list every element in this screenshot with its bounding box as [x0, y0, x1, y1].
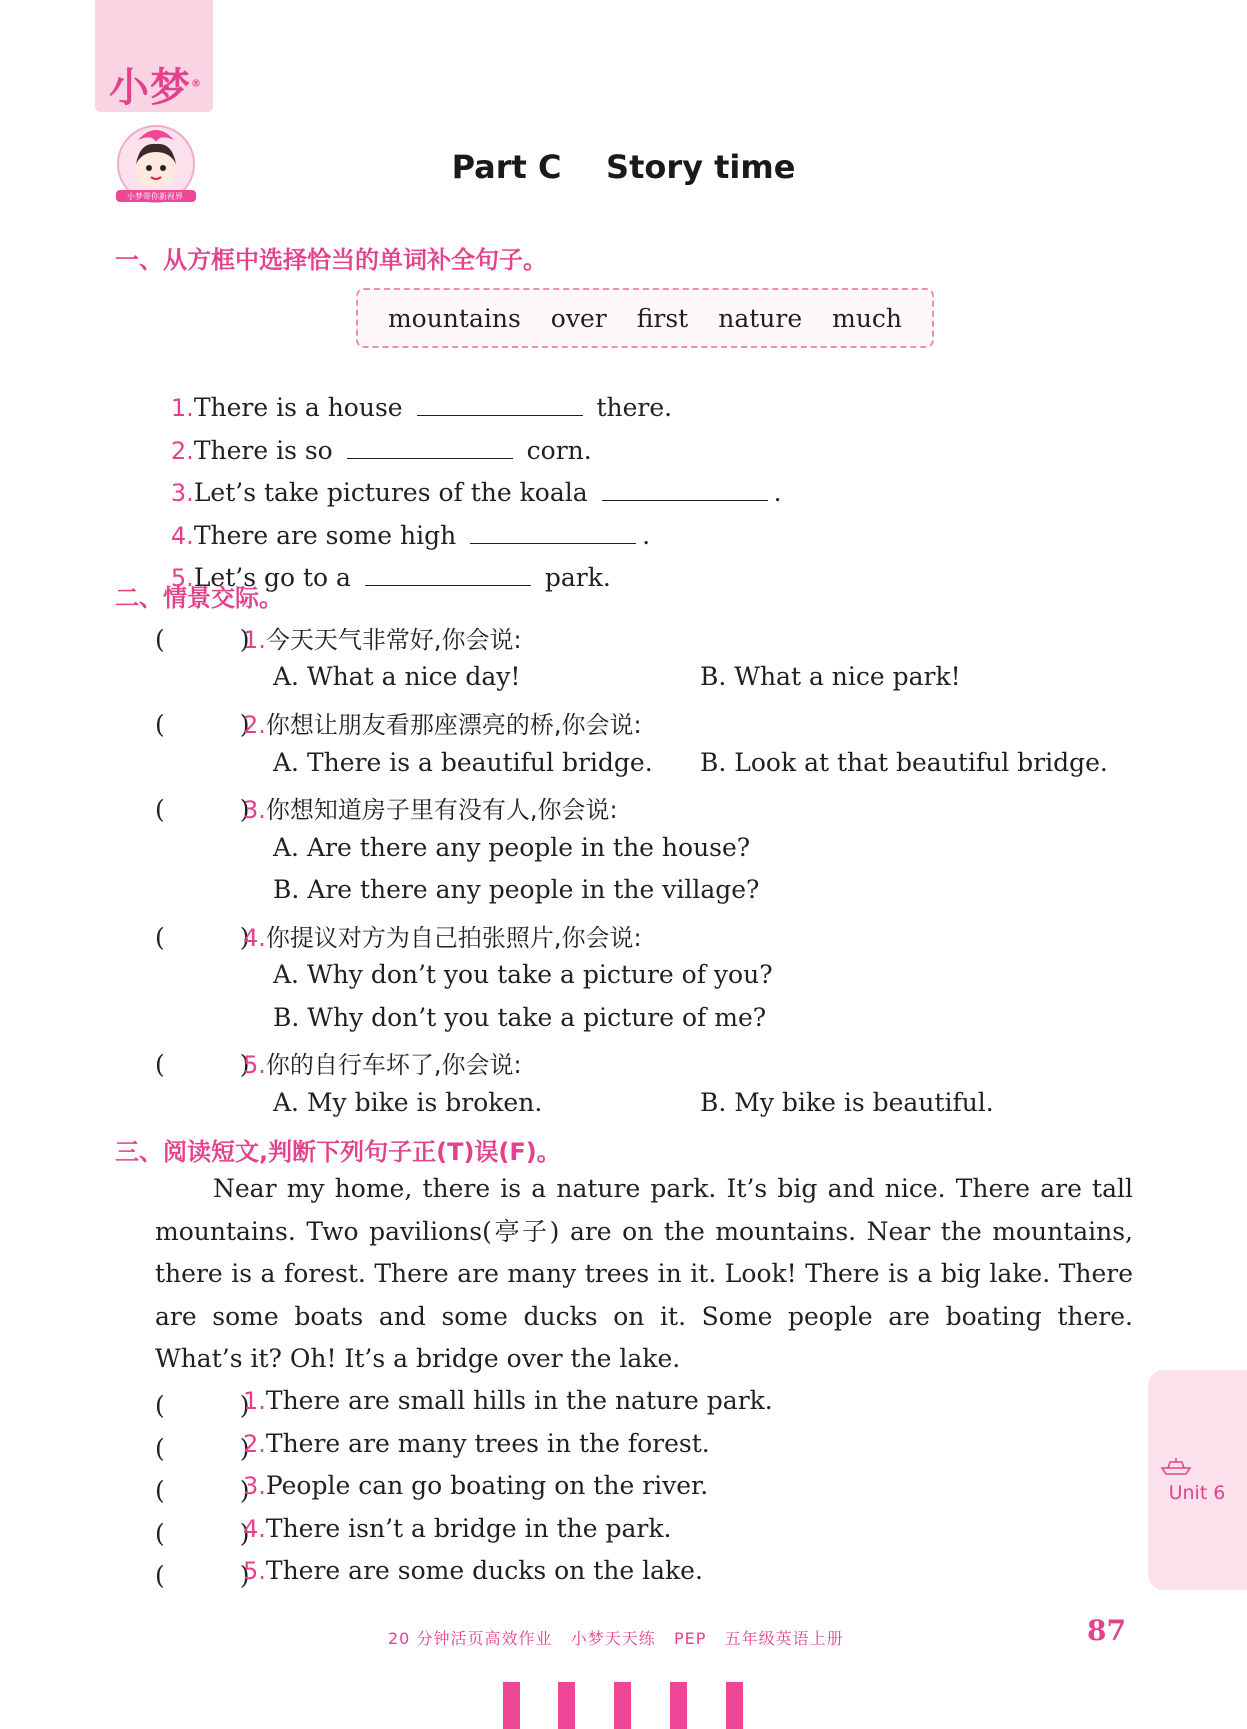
- tf-item: 2.There are many trees in the forest.: [243, 1429, 710, 1458]
- footer-bar: [503, 1682, 520, 1729]
- option-a: A. What a nice day!: [273, 662, 521, 691]
- unit-label: Unit 6: [1168, 1482, 1226, 1504]
- footer-text: 20 分钟活页高效作业 小梦天天练 PEP 五年级英语上册: [388, 1629, 844, 1648]
- boat-icon: [1160, 1456, 1192, 1476]
- answer-paren[interactable]: ( ): [155, 1050, 250, 1079]
- option-a: A. There is a beautiful bridge.: [273, 748, 653, 777]
- logo-tab: [95, 0, 213, 112]
- word-box: [356, 288, 934, 348]
- answer-paren[interactable]: ( ): [155, 710, 250, 739]
- word-item: mountains: [387, 303, 521, 333]
- option-b: B. Why don’t you take a picture of me?: [273, 1003, 767, 1032]
- option-b: B. My bike is beautiful.: [700, 1088, 994, 1117]
- option-a: A. My bike is broken.: [273, 1088, 543, 1117]
- tf-item: 3.People can go boating on the river.: [243, 1471, 709, 1500]
- question: 3.你想知道房子里有没有人,你会说:: [243, 796, 618, 824]
- section3-heading: 三、阅读短文,判断下列句子正(T)误(F)。: [115, 1138, 561, 1166]
- page-number: 87: [1087, 1614, 1126, 1647]
- answer-paren[interactable]: ( ): [155, 1476, 250, 1505]
- word-item: much: [832, 303, 903, 333]
- answer-paren[interactable]: ( ): [155, 923, 250, 952]
- footer-bar: [614, 1682, 631, 1729]
- answer-paren[interactable]: ( ): [155, 625, 250, 654]
- fill-item: 4.There are some high .: [170, 521, 651, 550]
- page-title: Part C Story time: [451, 148, 796, 186]
- answer-paren[interactable]: ( ): [155, 1434, 250, 1463]
- option-a: A. Why don’t you take a picture of you?: [273, 960, 773, 989]
- fill-item: 1.There is a house there.: [170, 393, 673, 422]
- footer-bar: [558, 1682, 575, 1729]
- footer-bar: [726, 1682, 743, 1729]
- word-item: over: [550, 303, 607, 333]
- fill-item: 3.Let’s take pictures of the koala .: [170, 478, 782, 507]
- question: 4.你提议对方为自己拍张照片,你会说:: [243, 924, 642, 952]
- tf-item: 4.There isn’t a bridge in the park.: [243, 1514, 672, 1543]
- fill-item: 2.There is so corn.: [170, 436, 592, 465]
- fill-item: 5.Let’s go to a park.: [170, 563, 611, 592]
- option-b: B. What a nice park!: [700, 662, 961, 691]
- option-a: A. Are there any people in the house?: [273, 833, 751, 862]
- option-b: B. Look at that beautiful bridge.: [700, 748, 1108, 777]
- brand-logo: 小梦®: [109, 65, 202, 111]
- word-item: first: [636, 303, 689, 333]
- footer-bar: [670, 1682, 687, 1729]
- word-item: nature: [718, 303, 803, 333]
- option-b: B. Are there any people in the village?: [273, 875, 760, 904]
- tf-item: 1.There are small hills in the nature park.: [243, 1386, 773, 1415]
- answer-paren[interactable]: ( ): [155, 795, 250, 824]
- question: 1.今天天气非常好,你会说:: [243, 626, 522, 654]
- section1-heading: 一、从方框中选择恰当的单词补全句子。: [115, 246, 547, 274]
- answer-paren[interactable]: ( ): [155, 1519, 250, 1548]
- question: 2.你想让朋友看那座漂亮的桥,你会说:: [243, 711, 642, 739]
- answer-paren[interactable]: ( ): [155, 1391, 250, 1420]
- reading-passage: Near my home, there is a nature park. It’s big and nice. There are tall mountains. Two pavilions(亭子) are on the mountains. Near the mountains, there is a forest. There are many trees in it. Look! There is a big lake. There are some boats and some ducks on it. Some people are boating there. What’s it? Oh! It’s a bridge over the lake.: [155, 1174, 1133, 1373]
- tf-item: 5.There are some ducks on the lake.: [243, 1556, 703, 1585]
- section2-heading: 二、情景交际。: [115, 584, 283, 612]
- unit-side-tab: [1148, 1370, 1247, 1590]
- avatar-caption: 小梦带你新视界: [127, 192, 183, 201]
- answer-blank[interactable]: [365, 584, 531, 586]
- answer-paren[interactable]: ( ): [155, 1561, 250, 1590]
- question: 5.你的自行车坏了,你会说:: [243, 1051, 522, 1079]
